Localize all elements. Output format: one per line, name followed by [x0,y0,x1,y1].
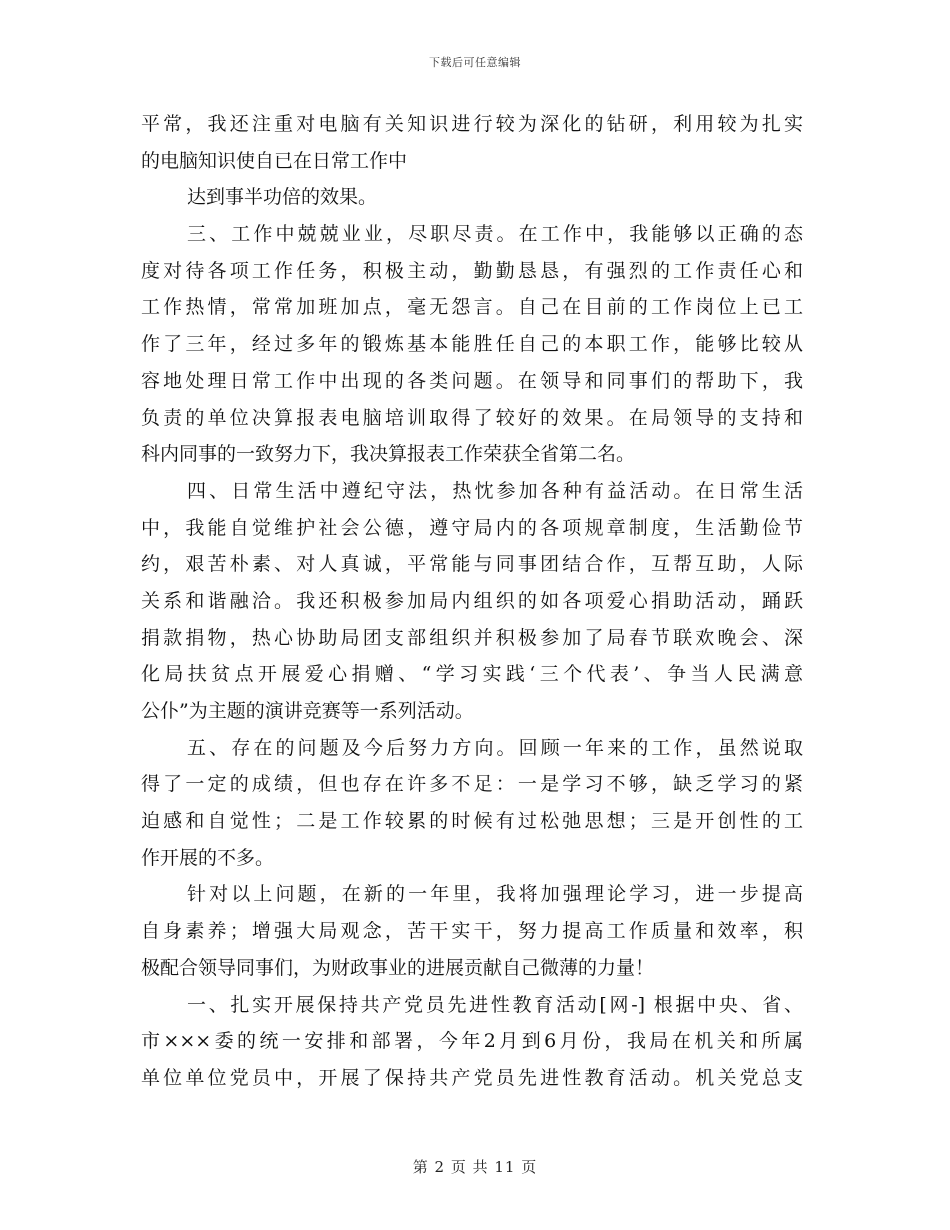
body-text [141,106,803,1097]
page-header-note: 下载后可任意编辑 [429,56,521,69]
text-line: 科内同事的一致努力下，我决算报表工作荣获全省第二名。 [141,443,636,466]
text-line: 一、扎实开展保持共产党员先进性教育活动[网-] 根据中央、省、 [187,993,803,1016]
text-line: 针对以上问题，在新的一年里，我将加强理论学习，进一步提高 [187,883,803,906]
text-line: 关系和谐融洽。我还积极参加局内组织的如各项爱心捐助活动，踊跃 [141,589,803,612]
text-line: 五、存在的问题及今后努力方向。回顾一年来的工作，虽然说取 [187,736,803,759]
text-line: 负责的单位决算报表电脑培训取得了较好的效果。在局领导的支持和 [141,406,803,429]
text-line: 化局扶贫点开展爱心捐赠、“学习实践‘三个代表’、争当人民满意 [141,663,803,686]
text-line: 捐款捐物，热心协助局团支部组织并积极参加了局春节联欢晚会、深 [141,626,803,649]
text-line: 四、日常生活中遵纪守法，热忱参加各种有益活动。在日常生活 [187,479,803,502]
text-line: 中，我能自觉维护社会公德，遵守局内的各项规章制度，生活勤俭节 [141,516,803,539]
text-line: 约，艰苦朴素、对人真诚，平常能与同事团结合作，互帮互助，人际 [141,553,803,576]
text-line: 工作热情，常常加班加点，毫无怨言。自己在目前的工作岗位上已工 [141,296,803,319]
text-line: 迫感和自觉性；二是工作较累的时候有过松弛思想；三是开创性的工 [141,810,803,833]
page-footer-number: 第 2 页 共 11 页 [412,1158,538,1176]
text-line: 度对待各项工作任务，积极主动，勤勤恳恳，有强烈的工作责任心和 [141,259,803,282]
text-line: 极配合领导同事们，为财政事业的进展贡献自己微薄的力量！ [141,956,655,979]
text-line: 的电脑知识使自已在日常工作中 [141,149,408,172]
text-line: 平常，我还注重对电脑有关知识进行较为深化的钻研，利用较为扎实 [141,113,803,135]
text-line: 容地处理日常工作中出现的各类问题。在领导和同事们的帮助下，我 [141,369,803,392]
text-line: 达到事半功倍的效果。 [187,186,378,209]
text-line: 作了三年，经过多年的锻炼基本能胜任自己的本职工作，能够比较从 [141,333,803,356]
text-line: 市×××委的统一安排和部署，今年2月到6月份，我局在机关和所属 [141,1030,803,1053]
text-line: 单位单位党员中，开展了保持共产党员先进性教育活动。机关党总支 [141,1066,803,1089]
text-line: 三、工作中兢兢业业，尽职尽责。在工作中，我能够以正确的态 [187,223,803,246]
text-line: 作开展的不多。 [141,846,275,869]
text-line: 自身素养；增强大局观念，苦干实干，努力提高工作质量和效率，积 [141,920,803,943]
text-line: 得了一定的成绩，但也存在许多不足：一是学习不够，缺乏学习的紧 [141,773,803,796]
text-line: 公仆”为主题的演讲竞赛等一系列活动。 [141,700,474,722]
